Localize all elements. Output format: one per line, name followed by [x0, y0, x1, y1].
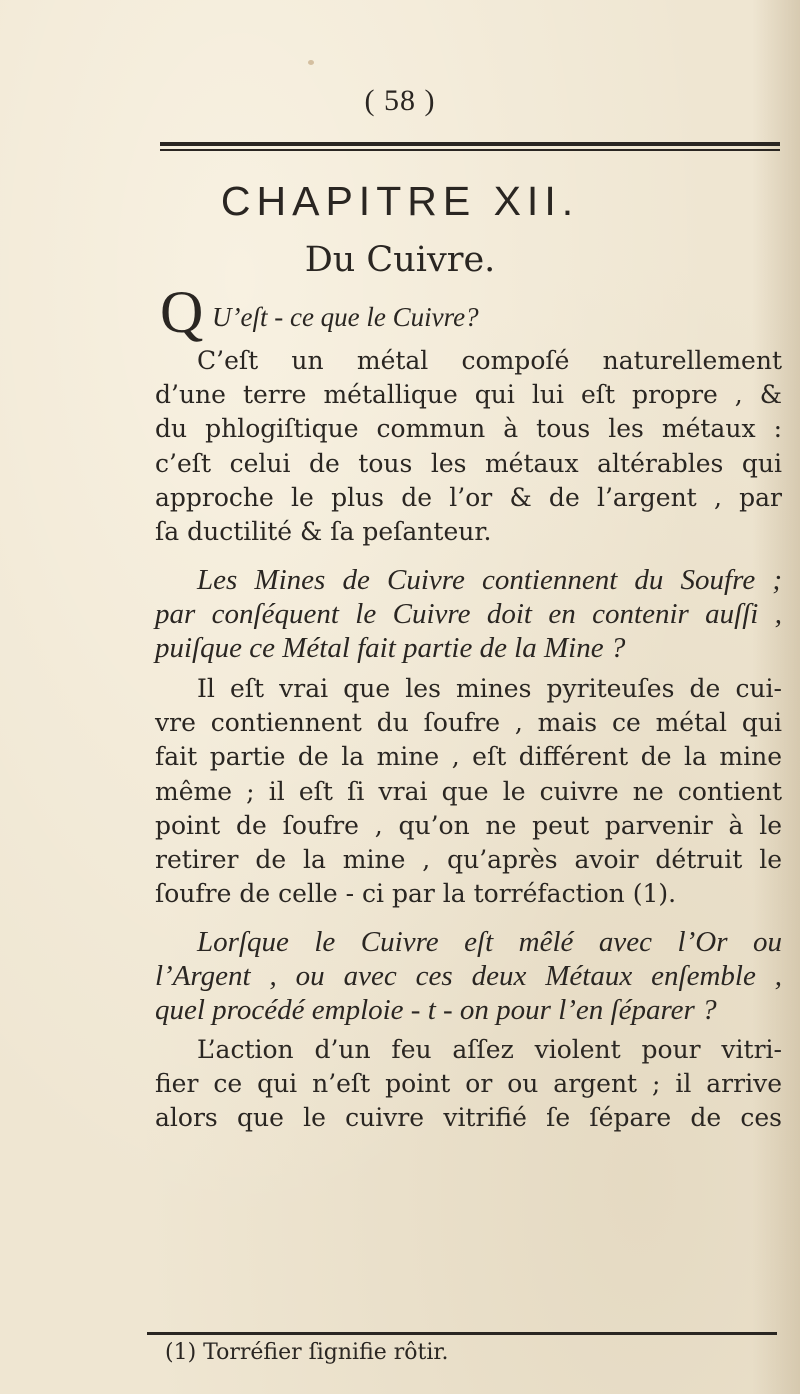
- text-line: même ; il eſt ſi vrai que le cuivre ne contient: [155, 776, 782, 806]
- chapter-title: CHAPITRE XII.: [220, 178, 580, 224]
- text-line: Les Mines de Cuivre contiennent du Soufre ;: [197, 564, 782, 596]
- answer-2: [155, 672, 782, 911]
- text-line: d’une terre métallique qui lui eſt propre , &: [155, 380, 782, 410]
- text-line: ſa ductilité & ſa peſanteur.: [155, 517, 492, 547]
- drop-cap: Q: [160, 279, 204, 345]
- text-line: C’eſt un métal compoſé naturellement: [197, 346, 782, 375]
- question-1: [160, 279, 780, 345]
- text-line: point de ſoufre , qu’on ne peut parvenir à le: [155, 810, 782, 840]
- question-2: [155, 563, 782, 666]
- text-line: quel procédé emploie - t - on pour l’en ſéparer ?: [155, 994, 717, 1027]
- footnote: (1) Torréfier ſignifie rôtir.: [165, 1340, 449, 1365]
- text-line: L’action d’un feu aſſez violent pour vitri-: [197, 1035, 782, 1064]
- chapter-subtitle: Du Cuivre.: [304, 240, 496, 280]
- text-line: fait partie de la mine , eſt différent de la mine: [155, 742, 782, 772]
- text-line: par conſéquent le Cuivre doit en contenir auſſi ,: [155, 598, 782, 631]
- header-double-rule: [160, 142, 780, 152]
- text-line: puiſque ce Métal fait partie de la Mine ?: [155, 632, 626, 665]
- text-line: ſoufre de celle - ci par la torréfaction (1).: [155, 879, 677, 909]
- header-rule-thick: [160, 142, 780, 146]
- page-number: ( 58 ): [364, 84, 436, 117]
- paper-speck: [308, 60, 314, 65]
- answer-3: [155, 1033, 782, 1136]
- text-line: Lorſque le Cuivre eſt mêlé avec l’Or ou: [197, 926, 782, 958]
- question-1-text: U’eſt - ce que le Cuivre?: [212, 302, 479, 332]
- text-line: Il eſt vrai que les mines pyriteuſes de cui-: [197, 674, 782, 703]
- header-rule-thin: [160, 149, 780, 151]
- text-line: l’Argent , ou avec ces deux Métaux enſemble ,: [155, 960, 782, 993]
- text-line: vre contiennent du ſoufre , mais ce métal qui: [155, 708, 782, 738]
- text-line: alors que le cuivre vitrifié ſe ſépare de ces: [155, 1103, 782, 1133]
- footnote-rule: [147, 1332, 777, 1335]
- text-line: c’eſt celui de tous les métaux altérables qui: [155, 448, 782, 478]
- text-line: du phlogiſtique commun à tous les métaux :: [155, 414, 782, 444]
- text-line: approche le plus de l’or & de l’argent , par: [155, 482, 782, 512]
- answer-1: [155, 344, 782, 549]
- text-line: fier ce qui n’eſt point or ou argent ; il arrive: [155, 1069, 782, 1099]
- text-line: retirer de la mine , qu’après avoir détruit le: [155, 845, 782, 875]
- question-3: [155, 925, 782, 1028]
